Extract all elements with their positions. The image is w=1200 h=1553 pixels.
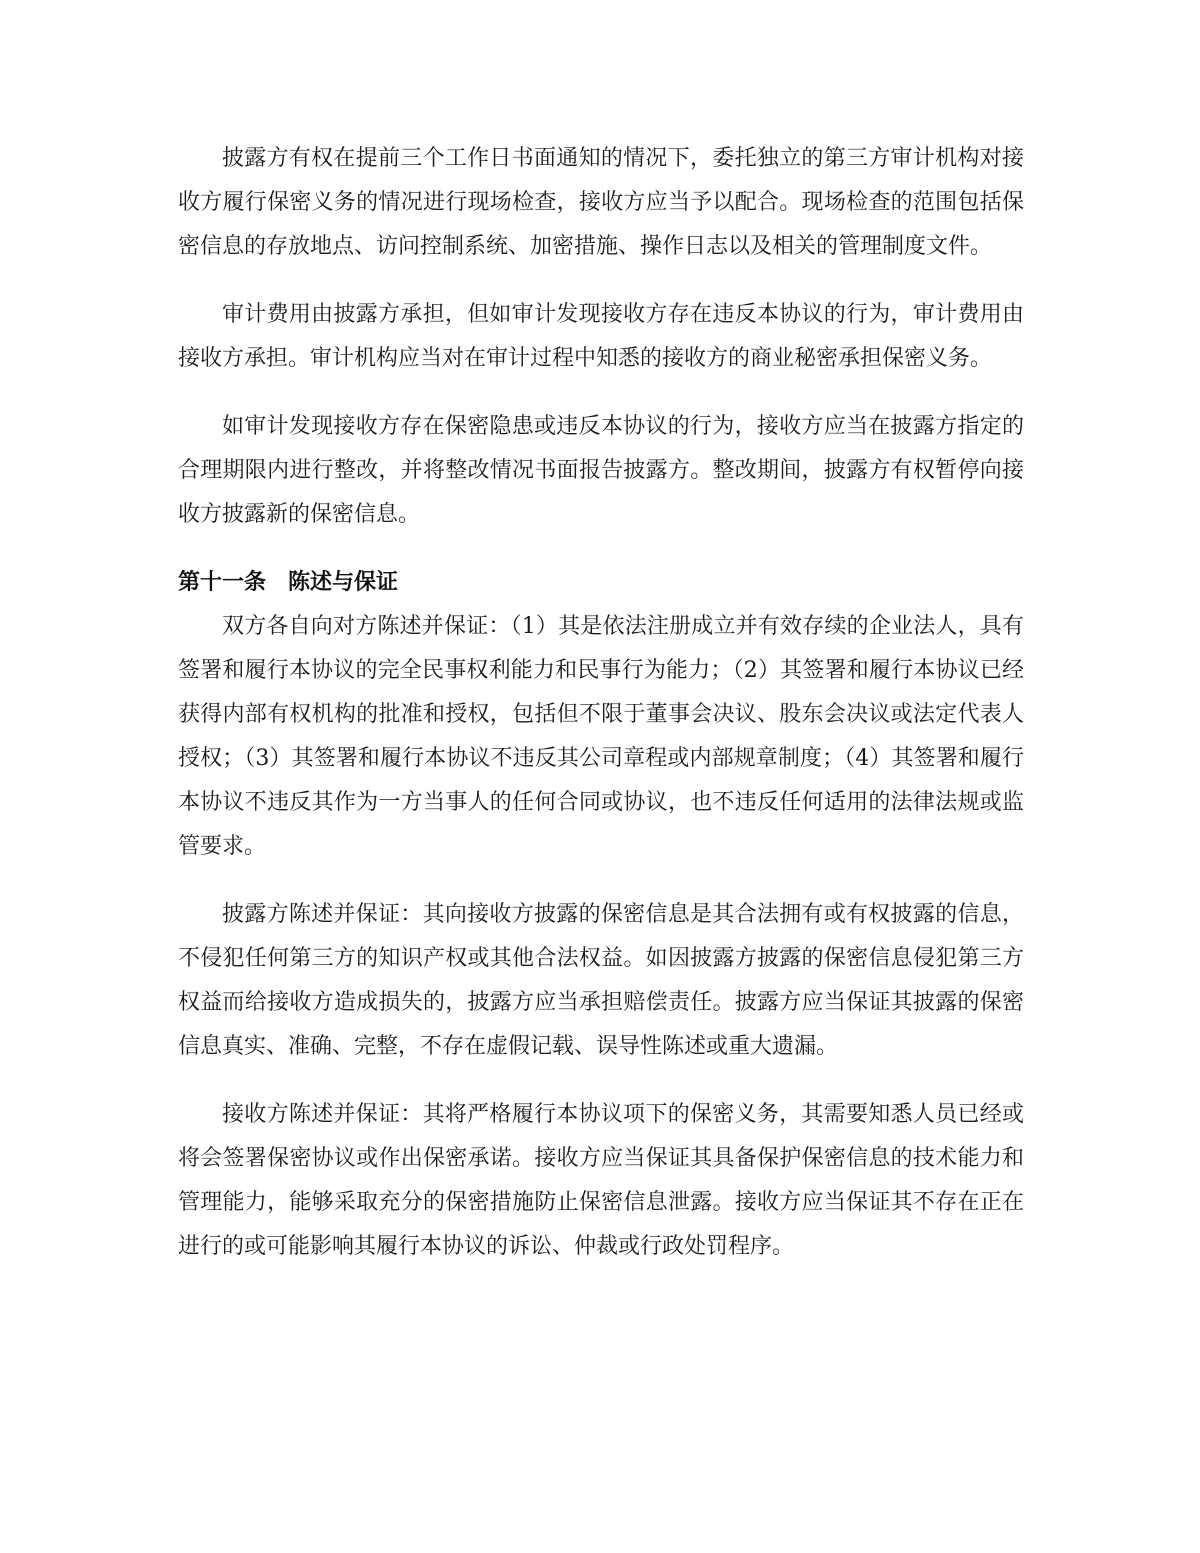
document-body [178,137,1024,1293]
article-heading [178,561,1024,605]
paragraph-recipient-representations: 接收方陈述并保证：其将严格履行本协议项下的保密义务，其需要知悉人员已经或将会签署保密协议或作出保密承诺。接收方应当保证其具备保护保密信息的技术能力和管理能力，能够采取充分的保密措施防止保密信息泄露。接收方应当保证其不存在正在进行的或可能影响其履行本协议的诉讼、仲裁或行政处罚程序。 [178,1102,1024,1259]
article-title: 陈述与保证 [288,570,399,595]
paragraph-audit-fees: 审计费用由披露方承担，但如审计发现接收方存在违反本协议的行为，审计费用由接收方承担。审计机构应当对在审计过程中知悉的接收方的商业秘密承担保密义务。 [178,302,1024,371]
paragraph-mutual-representations: 双方各自向对方陈述并保证：（1）其是依法注册成立并有效存续的企业法人，具有签署和履行本协议的完全民事权利能力和民事行为能力；（2）其签署和履行本协议已经获得内部有权机构的批准和授权，包括但不限于董事会决议、股东会决议或法定代表人授权；（3）其签署和履行本协议不违反其公司章程或内部规章制度；（4）其签署和履行本协议不违反其作为一方当事人的任何合同或协议，也不违反任何适用的法律法规或监管要求。 [178,614,1024,859]
paragraph-rectification: 如审计发现接收方存在保密隐患或违反本协议的行为，接收方应当在披露方指定的合理期限内进行整改，并将整改情况书面报告披露方。整改期间，披露方有权暂停向接收方披露新的保密信息。 [178,414,1024,527]
paragraph-discloser-representations: 披露方陈述并保证：其向接收方披露的保密信息是其合法拥有或有权披露的信息，不侵犯任何第三方的知识产权或其他合法权益。如因披露方披露的保密信息侵犯第三方权益而给接收方造成损失的，披露方应当承担赔偿责任。披露方应当保证其披露的保密信息真实、准确、完整，不存在虚假记载、误导性陈述或重大遗漏。 [178,902,1024,1059]
paragraph-audit-right: 披露方有权在提前三个工作日书面通知的情况下，委托独立的第三方审计机构对接收方履行保密义务的情况进行现场检查，接收方应当予以配合。现场检查的范围包括保密信息的存放地点、访问控制系统、加密措施、操作日志以及相关的管理制度文件。 [178,146,1024,259]
article-number: 第十一条 [178,570,267,595]
